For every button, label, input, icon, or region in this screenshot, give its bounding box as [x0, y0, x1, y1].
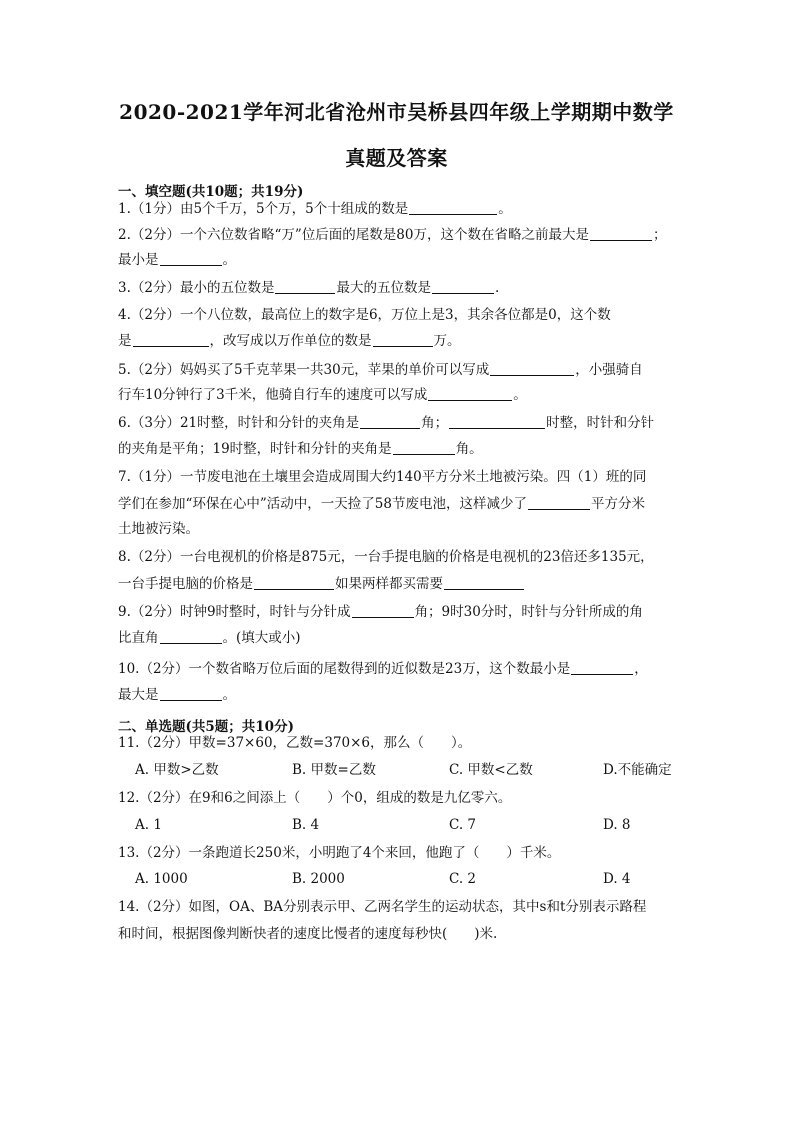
question-6-cont	[118, 439, 678, 459]
q6-text: 6.（3分）21时整，时针和分针的夹角是	[118, 415, 360, 431]
q10-text: 10.（2分）一个数省略万位后面的尾数得到的近似数是23万，这个数最小是	[118, 661, 571, 677]
q5-text: 5.（2分）妈妈买了5千克苹果一共30元，苹果的单价可以写成	[118, 362, 490, 378]
question-1	[118, 199, 678, 219]
answer-blank[interactable]	[160, 686, 222, 701]
q6-end: 角。	[455, 441, 483, 457]
q10-end: 。	[222, 687, 236, 703]
answer-blank[interactable]	[590, 226, 652, 241]
question-14: 14.（2分）如图，OA、BA分别表示甲、乙两名学生的运动状态，其中s和t分别表示路程	[118, 899, 647, 915]
option-a[interactable]: A. 1000	[135, 871, 188, 887]
doc-title-line1: 2020-2021学年河北省沧州市吴桥县四年级上学期期中数学	[119, 100, 674, 124]
q7-mid: 平方分米	[590, 496, 645, 512]
option-a[interactable]: A. 1	[135, 817, 162, 833]
q6-text2: 的夹角是平角；19时整，时针和分针的夹角是	[118, 441, 392, 457]
answer-blank[interactable]	[160, 251, 222, 266]
question-2-cont	[118, 250, 678, 270]
answer-blank[interactable]	[275, 279, 335, 294]
q2-text2: 最小是	[118, 252, 159, 268]
q5-mid: ，小强骑自	[575, 362, 643, 378]
q9-text: 9.（2分）时钟9时整时，时针与分针成	[118, 604, 351, 620]
answer-blank[interactable]	[393, 440, 455, 455]
question-3	[118, 278, 678, 298]
q4-mid: ，改写成以万作单位的数是	[209, 333, 372, 349]
q4-text2: 是	[118, 333, 132, 349]
question-8-cont	[118, 574, 678, 594]
question-5-cont	[118, 385, 678, 405]
question-6	[118, 413, 678, 433]
q2-end: 。	[222, 252, 236, 268]
doc-title-line2: 真题及答案	[345, 146, 448, 170]
question-4-cont	[118, 331, 678, 351]
answer-blank[interactable]	[133, 332, 209, 347]
q1-end: 。	[498, 201, 512, 217]
answer-blank[interactable]	[528, 495, 590, 510]
answer-blank[interactable]	[428, 386, 512, 401]
q1-text: 1.（1分）由5个千万，5个万，5个十组成的数是	[118, 201, 409, 217]
question-14-cont: 和时间，根据图像判断快者的速度比慢者的速度每秒快( )米.	[118, 926, 498, 942]
option-c[interactable]: C. 7	[449, 817, 477, 833]
question-13: 13.（2分）一条跑道长250米，小明跑了4个来回，他跑了（ ）千米。	[118, 845, 561, 861]
q2-mid: ；	[652, 227, 667, 243]
answer-blank[interactable]	[373, 332, 433, 347]
q7-end: 土地被污染。	[118, 521, 199, 537]
answer-blank[interactable]	[490, 361, 574, 376]
q7-text2: 学们在参加“环保在心中”活动中，一天捡了58节废电池，这样减少了	[118, 496, 527, 512]
section-heading-single-choice: 二、单选题(共5题；共10分)	[118, 719, 294, 735]
answer-blank[interactable]	[571, 660, 633, 675]
answer-blank[interactable]	[432, 279, 494, 294]
answer-blank[interactable]	[409, 200, 497, 215]
question-8	[118, 547, 678, 567]
question-2	[118, 225, 678, 245]
q7-text: 7.（1分）一节废电池在土壤里会造成周围大约140平方分米土地被污染。四（1）班的同	[118, 469, 647, 485]
answer-blank[interactable]	[352, 603, 414, 618]
answer-blank[interactable]	[360, 414, 420, 429]
q2-text: 2.（2分）一个六位数省略“万”位后面的尾数是80万，这个数在省略之前最大是	[118, 227, 589, 243]
section-heading-fill-blank: 一、填空题(共10题；共19分)	[118, 184, 304, 200]
q4-end: 万。	[433, 333, 461, 349]
option-d[interactable]: D.不能确定	[603, 762, 672, 778]
answer-blank[interactable]	[160, 629, 222, 644]
q8-text2: 一台手提电脑的价格是	[118, 576, 253, 592]
option-d[interactable]: D. 4	[603, 871, 631, 887]
q6-mid2: 时整，时针和分针	[546, 415, 655, 431]
option-a[interactable]: A. 甲数>乙数	[135, 762, 219, 778]
q10-mid: ，	[634, 661, 648, 677]
q9-end: 。(填大或小)	[222, 630, 301, 646]
q4-text: 4.（2分）一个八位数，最高位上的数字是6，万位上是3，其余各位都是0，这个数	[118, 307, 611, 323]
question-7-cont	[118, 494, 678, 514]
option-b[interactable]: B. 4	[292, 817, 320, 833]
q9-text2: 比直角	[118, 630, 159, 646]
answer-blank[interactable]	[449, 414, 545, 429]
option-b[interactable]: B. 甲数=乙数	[292, 762, 376, 778]
question-7-cont2	[118, 519, 678, 539]
answer-blank[interactable]	[254, 575, 334, 590]
question-5	[118, 360, 678, 380]
q3-mid: 最大的五位数是	[336, 280, 431, 296]
q5-end: 。	[513, 387, 527, 403]
q3-end: .	[494, 280, 500, 296]
option-c[interactable]: C. 甲数<乙数	[449, 762, 533, 778]
answer-blank[interactable]	[444, 575, 524, 590]
q3-text: 3.（2分）最小的五位数是	[118, 280, 275, 296]
option-c[interactable]: C. 2	[449, 871, 477, 887]
option-b[interactable]: B. 2000	[292, 871, 345, 887]
question-9	[118, 602, 678, 622]
q5-text2: 行车10分钟行了3千米，他骑自行车的速度可以写成	[118, 387, 428, 403]
question-10	[118, 659, 678, 679]
q9-mid: 角；9时30分时，时针与分针所成的角	[414, 604, 643, 620]
question-7	[118, 467, 678, 487]
question-11: 11.（2分）甲数=37×60，乙数=370×6，那么（ ）。	[118, 735, 472, 751]
q10-text2: 最大是	[118, 687, 159, 703]
question-10-cont	[118, 685, 678, 705]
q8-text: 8.（2分）一台电视机的价格是875元，一台手提电脑的价格是电视机的23倍还多135元，	[118, 549, 654, 565]
question-4	[118, 305, 678, 325]
q8-mid: 如果两样都买需要	[335, 576, 443, 592]
question-9-cont	[118, 628, 678, 648]
question-12: 12.（2分）在9和6之间添上（ ）个0，组成的数是九亿零六。	[118, 790, 512, 806]
q6-mid: 角；	[421, 415, 449, 431]
option-d[interactable]: D. 8	[603, 817, 631, 833]
